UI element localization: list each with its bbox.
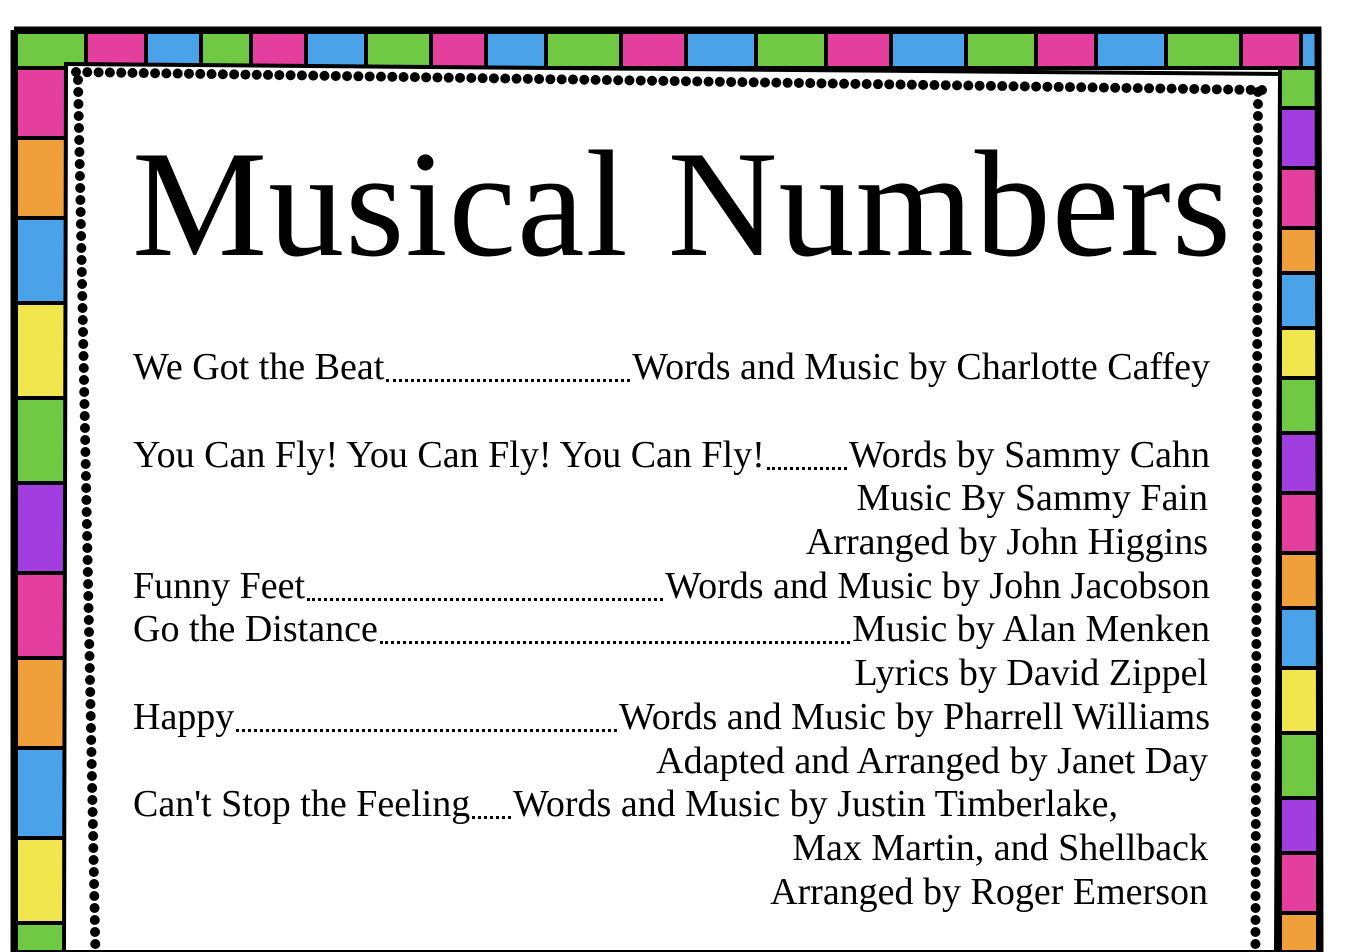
program-entry [133, 433, 1210, 477]
dot-leader [767, 467, 847, 470]
dot-leader [307, 598, 663, 601]
song-credit: Adapted and Arranged by Janet Day [656, 740, 1208, 782]
song-credit: Words by Sammy Cahn [848, 434, 1210, 476]
song-credit: Arranged by Roger Emerson [770, 871, 1208, 913]
dot-leader [236, 729, 617, 732]
program-entry [133, 695, 1210, 739]
program-entry [133, 564, 1210, 608]
song-credit: Words and Music by Justin Timberlake, [513, 783, 1118, 825]
dot-leader [386, 379, 630, 382]
song-title: Happy [133, 696, 235, 738]
dot-leader [472, 816, 511, 819]
song-credit: Music by Alan Menken [852, 608, 1210, 650]
program-entry [133, 607, 1210, 651]
song-title: Funny Feet [133, 565, 306, 607]
song-credit: Words and Music by John Jacobson [665, 565, 1210, 607]
song-credit: Music By Sammy Fain [856, 477, 1208, 519]
dot-leader [380, 641, 850, 644]
song-credit: Words and Music by Charlotte Caffey [632, 346, 1210, 388]
program-entry [133, 345, 1210, 389]
song-title: Go the Distance [133, 608, 378, 650]
song-title: We Got the Beat [133, 346, 385, 388]
song-title: Can't Stop the Feeling [133, 783, 471, 825]
song-credit: Max Martin, and Shellback [792, 827, 1208, 869]
song-credit: Arranged by John Higgins [805, 521, 1208, 563]
song-title: You Can Fly! You Can Fly! You Can Fly! [133, 434, 765, 476]
song-credit: Lyrics by David Zippel [854, 652, 1208, 694]
program-entry [133, 782, 1118, 826]
page-title: Musical Numbers [132, 120, 1232, 288]
song-credit: Words and Music by Pharrell Williams [618, 696, 1210, 738]
